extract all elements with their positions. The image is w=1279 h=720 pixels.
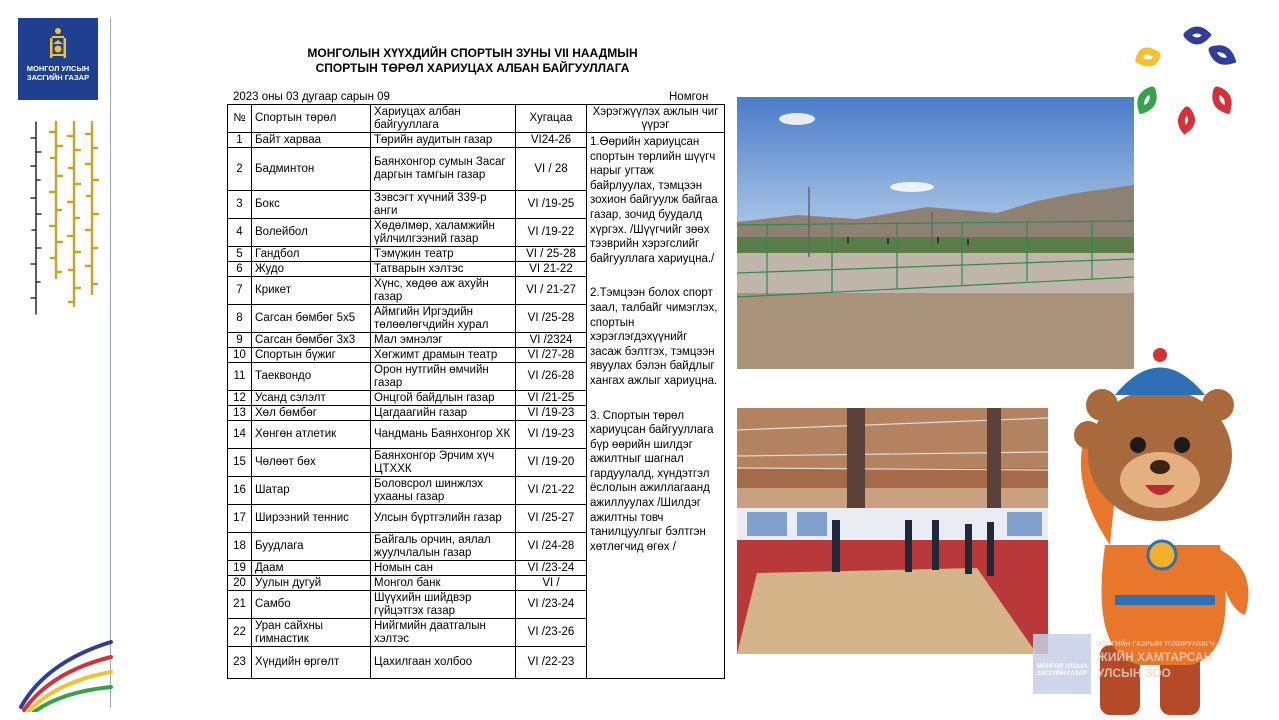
row-period: VI /19-20 bbox=[516, 449, 587, 477]
government-logo bbox=[18, 18, 98, 100]
row-number: 15 bbox=[228, 449, 252, 477]
row-organization: Улсын бүртгэлийн газар bbox=[371, 505, 516, 533]
table-header-row bbox=[228, 105, 725, 133]
row-number: 3 bbox=[228, 191, 252, 219]
row-organization: Мал эмнэлэг bbox=[371, 333, 516, 348]
watermark-text-line-1: ЗАСГИЙН ГАЗРЫН ТОХИРУУЛАГЧ bbox=[1097, 641, 1215, 648]
row-organization: Боловсрол шинжлэх ухааны газар bbox=[371, 477, 516, 505]
row-period: VI /23-26 bbox=[516, 619, 587, 647]
document-date: 2023 оны 03 дугаар сарын 09 bbox=[233, 91, 390, 103]
duty-note-3: 3. Спортын төрөл хариуцсан байгууллага бүр өөрийн шилдэг ажилтныг шагнал гардуулалд, хүндэтгэл ёслолын ажиллагаанд ажиллуулах /Шилдэг ажилтны товч танилцуулгыг бэлтгэн хөтлөгчид өгөх / bbox=[590, 409, 714, 553]
row-organization: Шүүхийн шийдвэр гүйцэтгэх газар bbox=[371, 591, 516, 619]
row-period: VI / 25-28 bbox=[516, 247, 587, 262]
header-duties: Хэрэгжүүлэх ажлын чиг үүрэг bbox=[587, 105, 725, 133]
document-location: Номгон bbox=[669, 91, 709, 103]
watermark-text-line-3: УЛСЫН ЗОО bbox=[1097, 666, 1171, 680]
row-organization: Татварын хэлтэс bbox=[371, 262, 516, 277]
indoor-gym-photo bbox=[737, 408, 1048, 654]
row-period: VI / bbox=[516, 576, 587, 591]
row-number: 17 bbox=[228, 505, 252, 533]
row-sport: Крикет bbox=[252, 277, 371, 305]
row-number: 20 bbox=[228, 576, 252, 591]
table-row bbox=[228, 133, 725, 148]
row-organization: Төрийн аудитын газар bbox=[371, 133, 516, 148]
row-number: 21 bbox=[228, 591, 252, 619]
row-organization: Байгаль орчин, аялал жуулчлалын газар bbox=[371, 533, 516, 561]
row-period: VI /19-23 bbox=[516, 406, 587, 421]
row-sport: Хөнгөн атлетик bbox=[252, 421, 371, 449]
row-sport: Даам bbox=[252, 561, 371, 576]
row-organization: Орон нутгийн өмчийн газар bbox=[371, 363, 516, 391]
duties-cell bbox=[587, 133, 725, 679]
row-sport: Таеквондо bbox=[252, 363, 371, 391]
row-organization: Нийгмийн даатгалын хэлтэс bbox=[371, 619, 516, 647]
row-sport: Хөл бөмбөг bbox=[252, 406, 371, 421]
row-sport: Хүндийн өргөлт bbox=[252, 647, 371, 679]
row-sport: Самбо bbox=[252, 591, 371, 619]
row-period: VI24-26 bbox=[516, 133, 587, 148]
header-number: № bbox=[228, 105, 252, 133]
games-logo-icon bbox=[1132, 20, 1247, 135]
row-sport: Гандбол bbox=[252, 247, 371, 262]
watermark-logo-line-1: МОНГОЛ УЛСЫН bbox=[1037, 664, 1087, 670]
header-organization: Хариуцах албан байгууллага bbox=[371, 105, 516, 133]
row-number: 6 bbox=[228, 262, 252, 277]
row-period: VI /19-23 bbox=[516, 421, 587, 449]
row-number: 22 bbox=[228, 619, 252, 647]
row-sport: Ширээний теннис bbox=[252, 505, 371, 533]
title-line-1: МОНГОЛЫН ХҮҮХДИЙН СПОРТЫН ЗУНЫ VII НААДМЫН bbox=[307, 46, 638, 60]
row-number: 18 bbox=[228, 533, 252, 561]
row-period: VI /24-28 bbox=[516, 533, 587, 561]
row-organization: Тэмүжин театр bbox=[371, 247, 516, 262]
row-organization: Хөгжимт драмын театр bbox=[371, 348, 516, 363]
row-organization: Монгол банк bbox=[371, 576, 516, 591]
row-number: 13 bbox=[228, 406, 252, 421]
document-title bbox=[230, 46, 715, 76]
row-organization: Цагдаагийн газар bbox=[371, 406, 516, 421]
row-number: 5 bbox=[228, 247, 252, 262]
row-sport: Чөлөөт бөх bbox=[252, 449, 371, 477]
row-sport: Уран сайхны гимнастик bbox=[252, 619, 371, 647]
watermark-text bbox=[1097, 640, 1215, 681]
row-sport: Бадминтон bbox=[252, 148, 371, 191]
row-sport: Буудлага bbox=[252, 533, 371, 561]
row-number: 10 bbox=[228, 348, 252, 363]
row-number: 11 bbox=[228, 363, 252, 391]
decorative-swoosh-icon bbox=[16, 632, 116, 712]
watermark-logo-line-2: ЗАСГИЙН ГАЗАР bbox=[1037, 671, 1087, 677]
duty-note-1: 1.Өөрийн хариуцсан спортын төрлийн шүүгч нарыг угтаж байрлуулах, тэмцээн зохион байгуулж байгаа газар, зочид буудалд хүргэх. /Шүүгчийг зөөх тээврийн хэрэгслийг байгууллага хариуцна./ bbox=[590, 136, 718, 265]
row-sport: Жудо bbox=[252, 262, 371, 277]
row-organization: Баянхонгор Эрчим хүч ЦТХХК bbox=[371, 449, 516, 477]
row-number: 8 bbox=[228, 305, 252, 333]
row-sport: Бокс bbox=[252, 191, 371, 219]
title-line-2: СПОРТЫН ТӨРӨЛ ХАРИУЦАХ АЛБАН БАЙГУУЛЛАГА bbox=[315, 61, 630, 75]
row-period: VI /19-25 bbox=[516, 191, 587, 219]
row-period: VI / 21-27 bbox=[516, 277, 587, 305]
row-number: 23 bbox=[228, 647, 252, 679]
row-organization: Хөдөлмөр, халамжийн үйлчилгээний газар bbox=[371, 219, 516, 247]
row-period: VI /2324 bbox=[516, 333, 587, 348]
row-organization: Зэвсэгт хүчний 339-р анги bbox=[371, 191, 516, 219]
row-sport: Байт харваа bbox=[252, 133, 371, 148]
row-period: VI / 28 bbox=[516, 148, 587, 191]
row-sport: Шатар bbox=[252, 477, 371, 505]
row-sport: Сагсан бөмбөг 3х3 bbox=[252, 333, 371, 348]
row-period: VI /21-25 bbox=[516, 391, 587, 406]
header-sport: Спортын төрөл bbox=[252, 105, 371, 133]
row-organization: Баянхонгор сумын Засаг даргын тамгын газар bbox=[371, 148, 516, 191]
row-period: VI /22-23 bbox=[516, 647, 587, 679]
watermark-government-logo bbox=[1033, 634, 1091, 694]
row-organization: Номын сан bbox=[371, 561, 516, 576]
row-period: VI 21-22 bbox=[516, 262, 587, 277]
logo-line-2: ЗАСГИЙН ГАЗАР bbox=[26, 73, 90, 82]
row-number: 7 bbox=[228, 277, 252, 305]
row-organization: Чандмань Баянхонгор ХК bbox=[371, 421, 516, 449]
row-period: VI /26-28 bbox=[516, 363, 587, 391]
watermark-text-line-2: ЖИЙН ХАМТАРСАН bbox=[1097, 650, 1213, 664]
soyombo-icon bbox=[47, 26, 69, 60]
row-number: 4 bbox=[228, 219, 252, 247]
row-period: VI /25-28 bbox=[516, 305, 587, 333]
row-number: 16 bbox=[228, 477, 252, 505]
row-sport: Уулын дугуй bbox=[252, 576, 371, 591]
row-number: 1 bbox=[228, 133, 252, 148]
responsibility-table bbox=[227, 104, 725, 679]
row-organization: Онцгой байдлын газар bbox=[371, 391, 516, 406]
logo-line-1: МОНГОЛ УЛСЫН bbox=[26, 64, 90, 73]
row-period: VI /23-24 bbox=[516, 561, 587, 576]
vertical-divider bbox=[110, 18, 111, 708]
header-period: Хугацаа bbox=[516, 105, 587, 133]
row-sport: Усанд сэлэлт bbox=[252, 391, 371, 406]
row-period: VI /27-28 bbox=[516, 348, 587, 363]
row-sport: Волейбол bbox=[252, 219, 371, 247]
outdoor-field-photo bbox=[737, 97, 1134, 369]
row-number: 2 bbox=[228, 148, 252, 191]
row-period: VI /23-24 bbox=[516, 591, 587, 619]
duty-note-2: 2.Тэмцээн болох спорт заал, талбайг чимэглэх, спортын хэрэглэгдэхүүнийг засаж бэлтгэх, тэмцээн явуулах бэлэн байдлыг хангах ажлыг хариуцна. bbox=[590, 287, 718, 387]
row-number: 14 bbox=[228, 421, 252, 449]
row-sport: Сагсан бөмбөг 5х5 bbox=[252, 305, 371, 333]
row-number: 19 bbox=[228, 561, 252, 576]
row-period: VI /19-22 bbox=[516, 219, 587, 247]
row-sport: Спортын бүжиг bbox=[252, 348, 371, 363]
row-organization: Цахилгаан холбоо bbox=[371, 647, 516, 679]
row-period: VI /21-22 bbox=[516, 477, 587, 505]
row-period: VI /25-27 bbox=[516, 505, 587, 533]
row-number: 12 bbox=[228, 391, 252, 406]
row-organization: Хүнс, хөдөө аж ахуйн газар bbox=[371, 277, 516, 305]
row-organization: Аймгийн Иргэдийн төлөөлөгчдийн хурал bbox=[371, 305, 516, 333]
row-number: 9 bbox=[228, 333, 252, 348]
mongolian-script-slogan bbox=[22, 118, 102, 318]
